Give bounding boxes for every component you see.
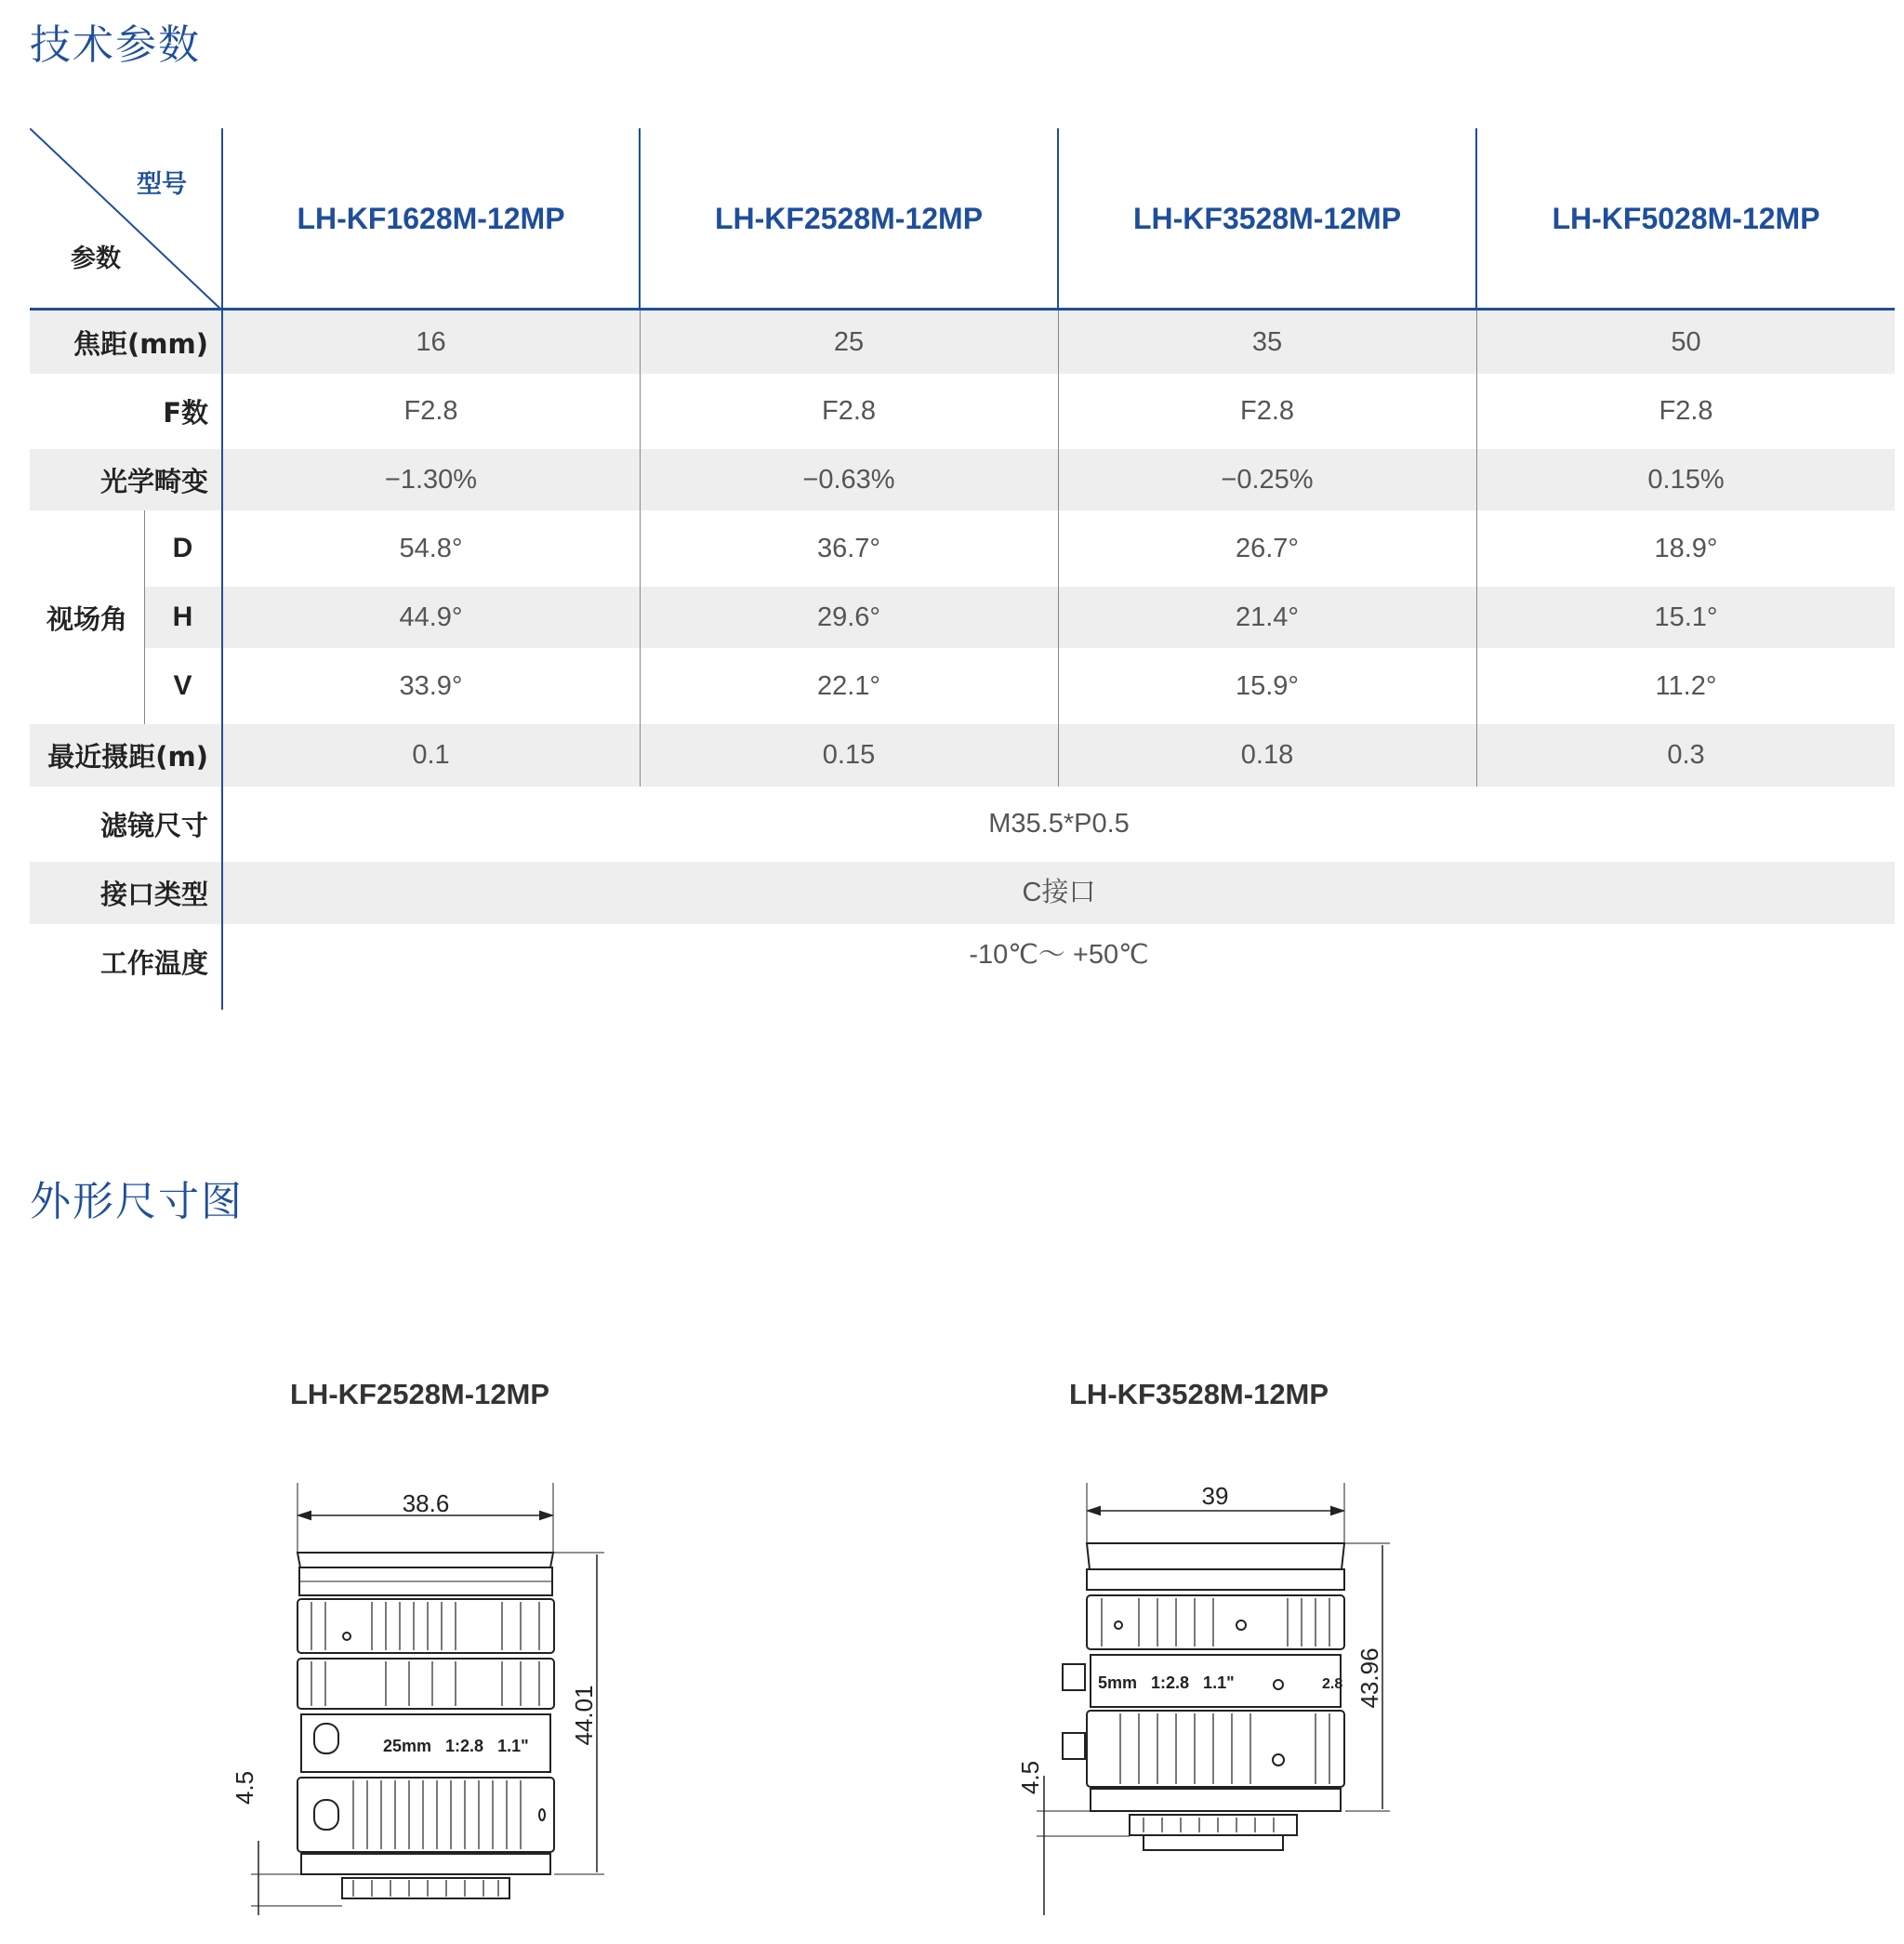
fov-v-value-4: 11.2°	[1655, 670, 1717, 701]
distortion-value-1: −1.30%	[384, 464, 478, 495]
row-label-fnum: F数	[163, 397, 208, 429]
right-engraving: 5mm 1:2.8 1.1"	[1098, 1673, 1235, 1692]
distortion-value-4: 0.15%	[1647, 464, 1725, 495]
row-label-mod: 最近摄距(m)	[47, 741, 208, 773]
row-label-fov-d: D	[172, 533, 193, 563]
right-height-dim: 43.96	[1355, 1647, 1383, 1709]
drawing-right-title: LH-KF3528M-12MP	[1069, 1378, 1329, 1410]
spec-table	[30, 128, 1895, 1010]
row-label-mount: 接口类型	[99, 879, 208, 910]
corner-model-label: 型号	[137, 170, 187, 199]
left-height-dim: 44.01	[570, 1685, 598, 1746]
drawing-right	[1009, 1478, 1418, 1915]
focal-value-1: 16	[416, 326, 446, 357]
fov-d-value-2: 36.7°	[816, 533, 881, 563]
distortion-value-2: −0.63%	[802, 464, 895, 495]
focal-value-4: 50	[1671, 326, 1701, 357]
corner-diagonal	[30, 128, 223, 311]
mod-value-2: 0.15	[822, 740, 876, 770]
model-header-3: LH-KF3528M-12MP	[1132, 202, 1402, 235]
row-label-filter: 滤镜尺寸	[99, 810, 208, 841]
row-label-temp: 工作温度	[99, 946, 208, 979]
fov-h-value-3: 21.4°	[1235, 602, 1300, 632]
fov-d-value-4: 18.9°	[1654, 533, 1718, 563]
left-width-dim: 38.6	[402, 1489, 450, 1517]
fov-d-value-3: 26.7°	[1235, 533, 1300, 563]
mod-value-3: 0.18	[1240, 740, 1294, 770]
focal-value-2: 25	[833, 326, 865, 357]
mod-value-4: 0.3	[1667, 740, 1705, 770]
fnum-value-3: F2.8	[1239, 396, 1295, 426]
row-label-distortion: 光学畸变	[99, 465, 208, 497]
right-flange-dim: 4.5	[1016, 1760, 1044, 1795]
right-width-dim: 39	[1201, 1482, 1229, 1510]
fov-h-value-1: 44.9°	[399, 602, 463, 632]
left-engraving: 25mm 1:2.8 1.1"	[383, 1737, 529, 1755]
fov-h-value-2: 29.6°	[816, 602, 881, 632]
fov-h-value-4: 15.1°	[1654, 602, 1718, 632]
row-label-fov-h: H	[172, 602, 193, 632]
fov-v-value-2: 22.1°	[816, 670, 881, 701]
fnum-value-2: F2.8	[821, 396, 877, 426]
row-label-fov-v: V	[173, 670, 192, 701]
specs-section-title: 技术参数	[30, 21, 201, 69]
mount-value: C接口	[1022, 877, 1096, 907]
focal-value-3: 35	[1251, 326, 1283, 357]
fnum-value-4: F2.8	[1659, 396, 1713, 426]
left-flange-dim: 4.5	[231, 1770, 258, 1805]
dims-section-title: 外形尺寸图	[30, 1178, 244, 1225]
model-header-4: LH-KF5028M-12MP	[1552, 202, 1820, 235]
drawing-left	[223, 1478, 632, 1915]
corner-param-label: 参数	[71, 245, 121, 273]
drawing-left-title: LH-KF2528M-12MP	[290, 1378, 550, 1410]
row-label-fov: 视场角	[46, 602, 127, 635]
right-engraving-side: 2.8	[1322, 1676, 1343, 1692]
model-header-2: LH-KF2528M-12MP	[714, 202, 984, 235]
temp-value: -10℃～ +50℃	[969, 939, 1149, 970]
model-header-1: LH-KF1628M-12MP	[297, 202, 565, 235]
fov-d-value-1: 54.8°	[399, 533, 463, 563]
fnum-value-1: F2.8	[403, 396, 458, 426]
fov-v-value-3: 15.9°	[1235, 670, 1300, 701]
distortion-value-3: −0.25%	[1221, 464, 1314, 495]
fov-v-value-1: 33.9°	[399, 670, 463, 701]
mod-value-1: 0.1	[412, 740, 450, 770]
row-label-focal: 焦距(mm)	[73, 327, 208, 360]
filter-value: M35.5*P0.5	[988, 809, 1130, 839]
